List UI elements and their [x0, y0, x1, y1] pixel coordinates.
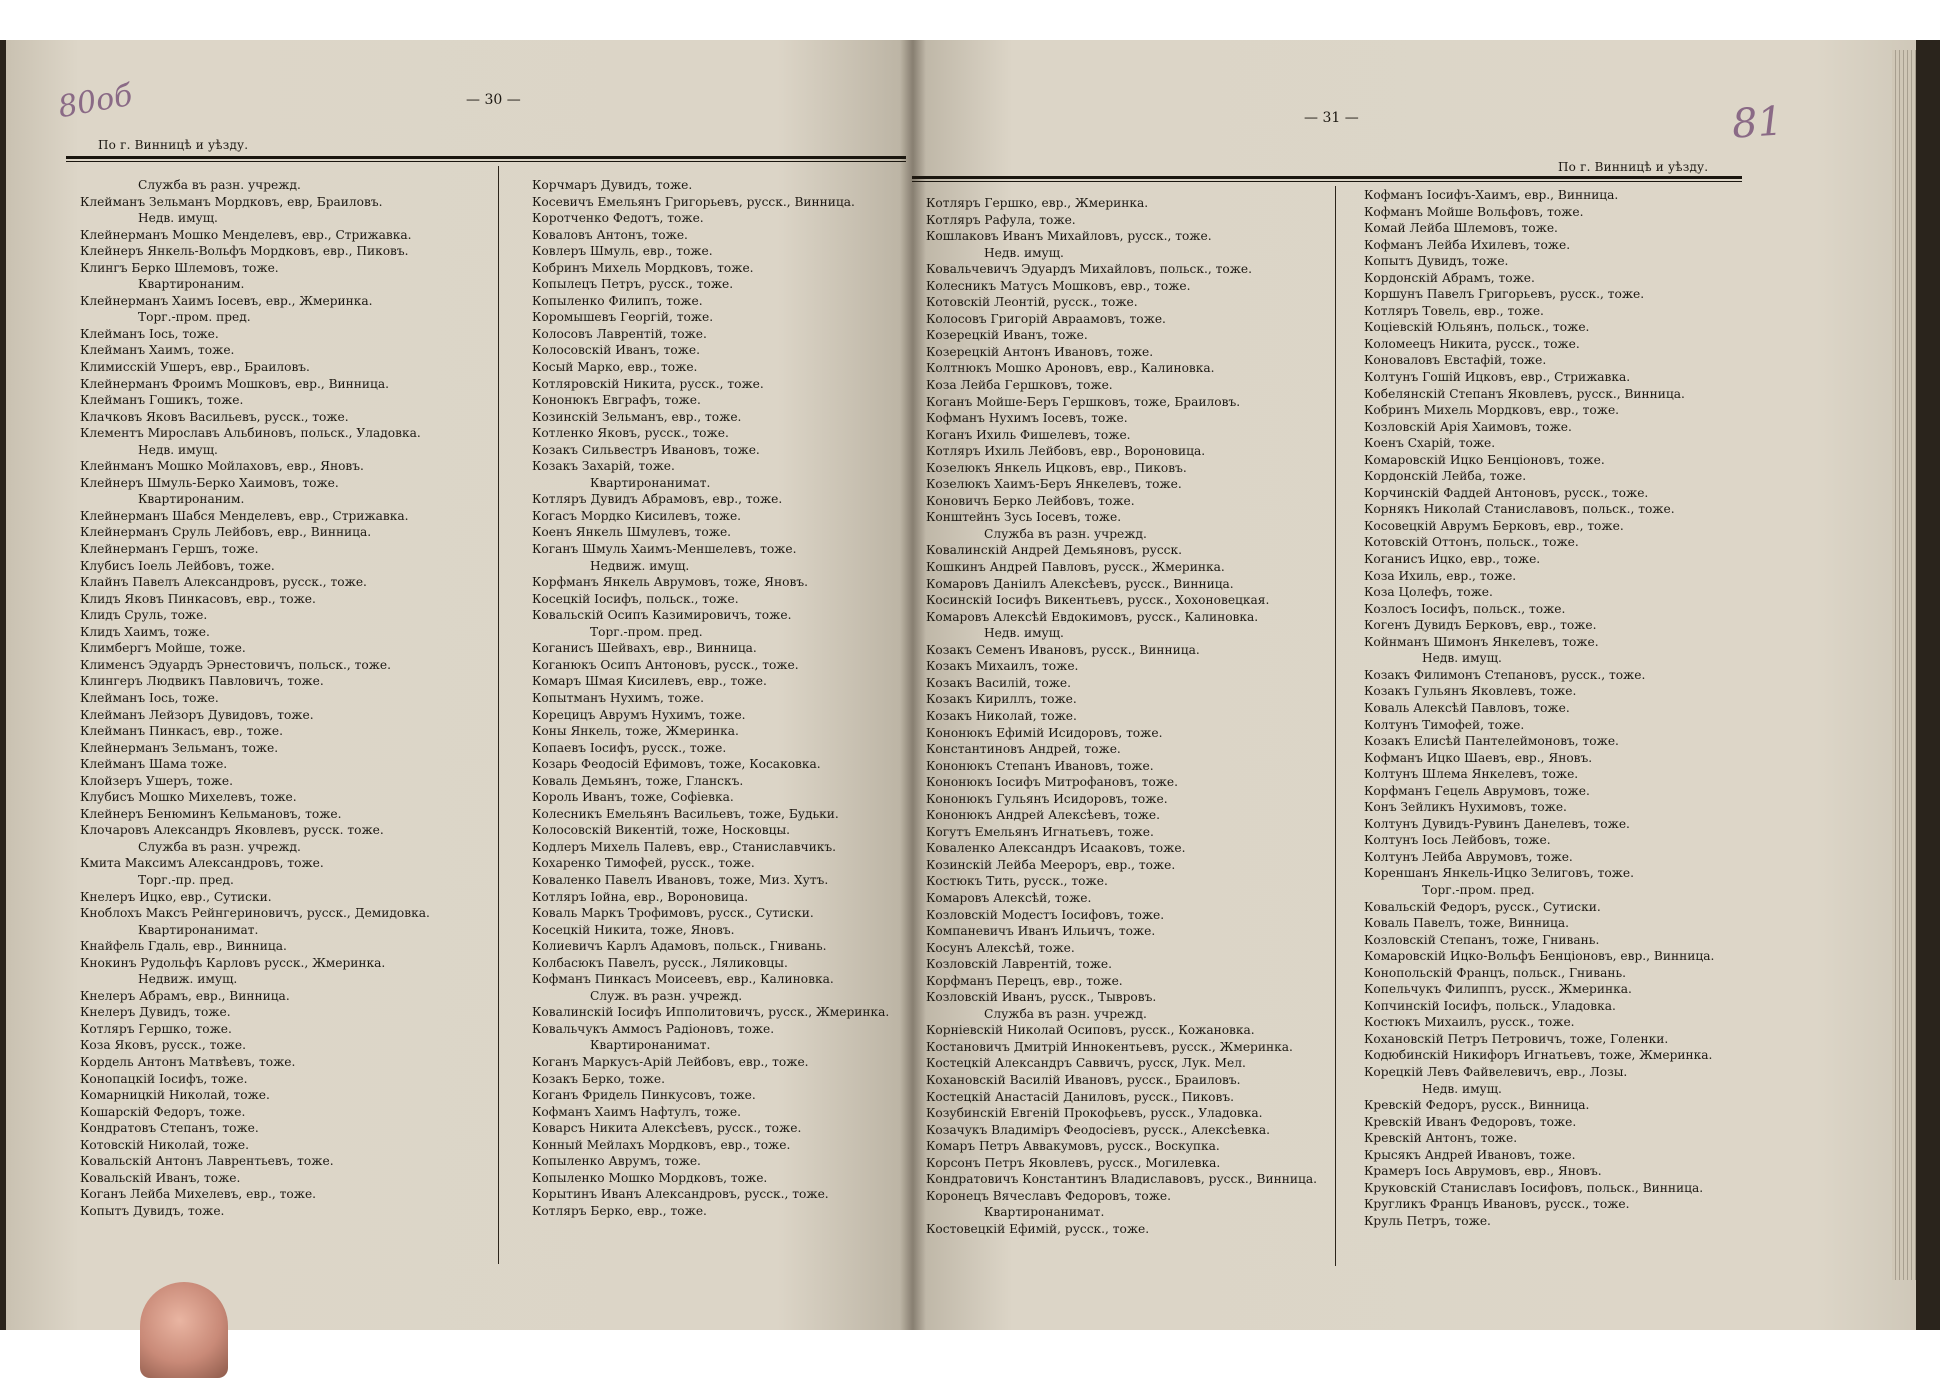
list-entry: Козелюкъ Хаимъ-Беръ Янкелевъ, тоже. [926, 477, 1182, 492]
list-entry: Котленко Яковъ, русск., тоже. [532, 426, 729, 441]
list-entry: Корфманъ Перецъ, евр., тоже. [926, 973, 1123, 988]
list-entry: Комаровскiй Ицко Бенцiоновъ, тоже. [1364, 452, 1605, 467]
list-entry: Коза Лейба Гершковъ, тоже. [926, 378, 1113, 393]
list-entry: Кордонскiй Лейба, тоже. [1364, 469, 1527, 484]
list-entry: Козакъ Филимонъ Степановъ, русск., тоже. [1364, 667, 1646, 682]
list-entry: Коноваловъ Евстафiй, тоже. [1364, 353, 1547, 368]
list-entry: Коганъ Фридель Пинкусовъ, тоже. [532, 1088, 756, 1103]
list-entry: Костановичъ Дмитрiй Иннокентьевъ, русск., Жмеринка. [926, 1039, 1293, 1054]
list-entry: Колтунъ Лейба Аврумовъ, тоже. [1364, 849, 1573, 864]
list-entry: Коганюкъ Осипъ Антоновъ, русск., тоже. [532, 657, 799, 672]
list-entry: Копыленко Филипъ, тоже. [532, 293, 703, 308]
list-entry: Коганъ Лейба Михелевъ, евр., тоже. [80, 1187, 317, 1202]
list-entry: Костовецкiй Ефимiй, русск., тоже. [926, 1221, 1150, 1236]
list-entry: Комаровскiй Ицко-Вольфъ Бенцiоновъ, евр., Винница. [1364, 949, 1715, 964]
section-heading: Недв. имущ. [138, 211, 218, 226]
list-entry: Кононюкъ Степанъ Ивановъ, тоже. [926, 758, 1154, 773]
list-entry: Котовскiй Оттонъ, польск., тоже. [1364, 535, 1579, 550]
section-heading: Недв. имущ. [984, 626, 1064, 641]
list-entry: Конштейнъ Зусь Iосевъ, тоже. [926, 510, 1122, 525]
list-entry: Колтунъ Гошiй Ицковъ, евр., Стрижавка. [1364, 370, 1631, 385]
list-entry: Клейнеръ Бенюминъ Кельмановъ, тоже. [80, 806, 342, 821]
list-entry: Коновичъ Берко Лейбовъ, тоже. [926, 493, 1135, 508]
list-entry: Кофманъ Iосифъ-Хаимъ, евр., Винница. [1364, 188, 1619, 202]
list-entry: Кофманъ Ицко Шаевъ, евр., Яновъ. [1364, 750, 1593, 765]
list-entry: Корчмаръ Дувидъ, тоже. [532, 178, 693, 192]
list-entry: Костюкъ Михаилъ, русск., тоже. [1364, 1015, 1575, 1030]
list-entry: Кмита Максимъ Александровъ, тоже. [80, 856, 324, 871]
list-entry: Коршунъ Павелъ Григорьевъ, русск., тоже. [1364, 287, 1645, 302]
list-entry: Козакъ Семенъ Ивановъ, русск., Винница. [926, 642, 1200, 657]
list-entry: Комаровъ Данiилъ Алексѣевъ, русск., Винница. [926, 576, 1234, 591]
list-entry: Косунъ Алексѣй, тоже. [926, 940, 1075, 955]
list-entry: Комаровъ Алексѣй, тоже. [926, 890, 1092, 905]
list-entry: Ковалинскiй Iосифъ Ипполитовичъ, русск., Жмеринка. [532, 1005, 890, 1020]
list-entry: Клименсъ Эдуардъ Эрнестовичъ, польск., тоже. [80, 657, 391, 672]
section-heading: Недвиж. имущ. [590, 558, 690, 573]
list-entry: Копытманъ Нухимъ, тоже. [532, 690, 704, 705]
list-entry: Копыленко Аврумъ, тоже. [532, 1154, 701, 1169]
list-entry: Кохановскiй Василiй Ивановъ, русск., Браиловъ. [926, 1072, 1241, 1087]
list-entry: Коганъ Маркусъ-Арiй Лейбовъ, евр., тоже. [532, 1054, 809, 1069]
list-entry: Козловскiй Степанъ, тоже, Гнивань. [1364, 932, 1600, 947]
list-entry: Косецкiй Iосифъ, польск., тоже. [532, 591, 739, 606]
list-entry: Копытъ Дувидъ, тоже. [1364, 254, 1509, 269]
list-entry: Ковальскiй Осипъ Казимировичъ, тоже. [532, 608, 792, 623]
list-entry: Козерецкiй Антонъ Ивановъ, тоже. [926, 344, 1154, 359]
list-entry: Кордель Антонъ Матвѣевъ, тоже. [80, 1054, 296, 1069]
book-photograph [0, 40, 1940, 1330]
list-entry: Кошарскiй Федоръ, тоже. [80, 1104, 246, 1119]
list-entry: Клубисъ Iоель Лейбовъ, тоже. [80, 558, 275, 573]
list-entry: Клейманъ Зельманъ Мордковъ, евр, Браиловъ. [80, 194, 383, 209]
list-entry: Константиновъ Андрей, тоже. [926, 742, 1121, 757]
list-entry: Коромышевъ Георгiй, тоже. [532, 310, 714, 325]
list-entry: Корфманъ Янкель Аврумовъ, тоже, Яновъ. [532, 575, 808, 590]
list-entry: Кобринъ Михель Мордковъ, тоже. [532, 260, 754, 275]
list-entry: Коганъ Ихиль Фишелевъ, тоже. [926, 427, 1131, 442]
list-entry: Козлосъ Iосифъ, польск., тоже. [1364, 601, 1566, 616]
list-entry: Кононюкъ Гульянъ Исидоровъ, тоже. [926, 791, 1168, 806]
book-gutter [900, 40, 926, 1330]
list-entry: Конопацкiй Iосифъ, тоже. [80, 1071, 248, 1086]
list-entry: Клейманъ Шама тоже. [80, 757, 228, 772]
list-entry: Коганисъ Шейвахъ, евр., Винница. [532, 641, 757, 656]
list-entry: Клейнманъ Мошко Мойлаховъ, евр., Яновъ. [80, 459, 364, 474]
list-entry: Кобелянскiй Степанъ Яковлевъ, русск., Винница. [1364, 386, 1685, 401]
list-entry: Кофманъ Лейба Ихилевъ, тоже. [1364, 237, 1571, 252]
list-entry: Козубинскiй Евгенiй Прокофьевъ, русск., Уладовка. [926, 1106, 1263, 1121]
list-entry: Коваленко Александръ Исааковъ, тоже. [926, 841, 1186, 856]
list-entry: Козинскiй Зельманъ, евр., тоже. [532, 409, 742, 424]
list-entry: Кнокинъ Рудольфъ Карловъ русск., Жмеринка. [80, 955, 386, 970]
list-entry: Коваленко Павелъ Ивановъ, тоже, Миз. Хутъ. [532, 872, 829, 887]
list-entry: Кнелеръ Абрамъ, евр., Винница. [80, 988, 290, 1003]
list-entry: Клайнъ Павелъ Александровъ, русск., тоже. [80, 575, 367, 590]
section-heading: Торг.-пром. пред. [1422, 882, 1535, 897]
list-entry: Клейнерманъ Хаимъ Iосевъ, евр., Жмеринка. [80, 293, 373, 308]
list-entry: Ковалинскiй Андрей Демьяновъ, русск. [926, 543, 1182, 558]
list-entry: Коза Цолефъ, тоже. [1364, 585, 1493, 600]
list-entry: Кругликъ Францъ Ивановъ, русск., тоже. [1364, 1197, 1630, 1212]
right-column-divider [1335, 186, 1336, 1266]
list-entry: Кононюкъ Андрей Алексѣевъ, тоже. [926, 808, 1161, 823]
list-entry: Кошкинъ Андрей Павловъ, русск., Жмеринка. [926, 560, 1225, 575]
list-entry: Кондратовъ Степанъ, тоже. [80, 1121, 259, 1136]
list-entry: Коваль Маркъ Трофимовъ, русск., Сутиски. [532, 906, 814, 921]
right-running-head: По г. Винницѣ и уѣзду. [1558, 160, 1709, 174]
section-heading: Недв. имущ. [1422, 1081, 1502, 1096]
list-entry: Кноблохъ Максъ Рейнгериновичъ, русск., Демидовка. [80, 906, 430, 921]
list-entry: Коваль Павелъ, тоже, Винница. [1364, 916, 1570, 931]
list-entry: Косевичъ Емельянъ Григорьевъ, русск., Винница. [532, 194, 855, 209]
list-entry: Ковальчукъ Аммосъ Радiоновъ, тоже. [532, 1021, 775, 1036]
list-entry: Козакъ Кириллъ, тоже. [926, 692, 1077, 707]
list-entry: Копаевъ Iосифъ, русск., тоже. [532, 740, 727, 755]
left-page [6, 40, 914, 1330]
list-entry: Коваль Демьянъ, тоже, Гланскъ. [532, 773, 744, 788]
section-heading: Квартиронаним. [138, 277, 245, 292]
list-entry: Кодюбинскiй Никифоръ Игнатьевъ, тоже, Жмеринка. [1364, 1048, 1713, 1063]
list-entry: Клейнерманъ Зельманъ, тоже. [80, 740, 279, 755]
list-entry: Клейнерманъ Шабся Менделевъ, евр., Стрижавка. [80, 508, 409, 523]
list-entry: Ковальчевичъ Эдуардъ Михайловъ, польск., тоже. [926, 262, 1253, 277]
list-entry: Колтунъ Iось Лейбовъ, тоже. [1364, 833, 1551, 848]
list-entry: Кофманъ Мойше Вольфовъ, тоже. [1364, 204, 1584, 219]
list-entry: Коза Яковъ, русск., тоже. [80, 1038, 246, 1053]
list-entry: Клочаровъ Александръ Яковлевъ, русск. тоже. [80, 823, 384, 838]
section-heading: Недв. имущ. [984, 245, 1064, 260]
list-entry: Клингеръ Людвикъ Павловичъ, тоже. [80, 674, 324, 689]
list-entry: Коганъ Мойше-Беръ Гершковъ, тоже, Браиловъ. [926, 394, 1241, 409]
list-entry: Копельчукъ Филиппъ, русск., Жмеринка. [1364, 982, 1632, 997]
list-entry: Конопольскiй Францъ, польск., Гнивань. [1364, 965, 1627, 980]
right-header-rule-thin [912, 181, 1742, 182]
list-entry: Корчинскiй Фаддей Антоновъ, русск., тоже. [1364, 485, 1649, 500]
list-entry: Комаровъ Алексѣй Евдокимовъ, русск., Калиновка. [926, 609, 1259, 624]
list-entry: Костюкъ Тить, русск., тоже. [926, 874, 1108, 889]
section-heading: Недвиж. имущ. [138, 972, 238, 987]
list-entry: Клейманъ Iось, тоже. [80, 690, 219, 705]
list-entry: Кревскiй Федоръ, русск., Винница. [1364, 1098, 1590, 1113]
list-entry: Колесникъ Емельянъ Васильевъ, тоже, Будьки. [532, 806, 839, 821]
list-entry: Коломеецъ Никита, русск., тоже. [1364, 336, 1580, 351]
list-entry: Копыленко Мошко Мордковъ, тоже. [532, 1170, 768, 1185]
list-entry: Колтунъ Шлема Янкелевъ, тоже. [1364, 767, 1579, 782]
list-entry: Колиевичъ Карлъ Адамовъ, польск., Гнивань. [532, 939, 827, 954]
list-entry: Козакъ Михаилъ, тоже. [926, 659, 1079, 674]
list-entry: Козелюкъ Янкель Ицковъ, евр., Пиковъ. [926, 460, 1187, 475]
list-entry: Круковскiй Станиславъ Iосифовъ, польск., Винница. [1364, 1180, 1704, 1195]
list-entry: Кошлаковъ Иванъ Михайловъ, русск., тоже. [926, 229, 1212, 244]
left-column-divider [498, 166, 499, 1264]
list-entry: Клидъ Хаимъ, тоже. [80, 624, 210, 639]
list-entry: Кононюкъ Ефимiй Исидоровъ, тоже. [926, 725, 1163, 740]
left-header-rule [66, 156, 906, 159]
list-entry: Кревскiй Иванъ Федоровъ, тоже. [1364, 1114, 1577, 1129]
list-entry: Козакъ Василiй, тоже. [926, 675, 1071, 690]
list-entry: Козакъ Гульянъ Яковлевъ, тоже. [1364, 684, 1577, 699]
list-entry: Клойзеръ Ушеръ, тоже. [80, 773, 233, 788]
list-entry: Клейнеръ Янкель-Вольфъ Мордковъ, евр., Пиковъ. [80, 244, 409, 259]
thumb [140, 1282, 228, 1378]
list-entry: Кореншанъ Янкель-Ицко Зелиговъ, тоже. [1364, 866, 1634, 881]
list-entry: Косый Марко, евр., тоже. [532, 360, 698, 375]
list-entry: Колосовскiй Иванъ, тоже. [532, 343, 700, 358]
list-entry: Кнайфель Гдаль, евр., Винница. [80, 939, 287, 954]
list-entry: Коганисъ Ицко, евр., тоже. [1364, 552, 1541, 567]
list-entry: Клидъ Сруль, тоже. [80, 608, 208, 623]
list-entry: Комаръ Шмая Кисилевъ, евр., тоже. [532, 674, 767, 689]
list-entry: Конъ Зейликъ Нухимовъ, тоже. [1364, 800, 1567, 815]
list-entry: Козловскiй Модестъ Iосифовъ, тоже. [926, 907, 1165, 922]
list-entry: Коваль Алексѣй Павловъ, тоже. [1364, 700, 1570, 715]
left-header-rule-thin [66, 161, 906, 162]
list-entry: Котляръ Ихиль Лейбовъ, евр., Вороновица. [926, 444, 1206, 459]
list-entry: Клейманъ Лейзоръ Дувидовъ, тоже. [80, 707, 314, 722]
list-entry: Кондратовичъ Константинъ Владиславовъ, русск., Винница. [926, 1172, 1317, 1187]
right-page-number: — 31 — [1304, 110, 1359, 126]
list-entry: Кофманъ Пинкасъ Моисеевъ, евр., Калиновка. [532, 972, 834, 987]
list-entry: Котляръ Гершко, евр., Жмеринка. [926, 196, 1149, 210]
section-heading: Служ. въ разн. учрежд. [590, 988, 743, 1003]
list-entry: Колосовскiй Викентiй, тоже, Носковцы. [532, 823, 791, 838]
list-entry: Круль Петръ, тоже. [1364, 1213, 1491, 1228]
list-entry: Коза Ихиль, евр., тоже. [1364, 568, 1517, 583]
list-entry: Колтунъ Дувидъ-Рувинъ Данелевъ, тоже. [1364, 816, 1630, 831]
page-stack-edge [1892, 50, 1916, 1280]
list-entry: Корсонъ Петръ Яковлевъ, русск., Могилевка. [926, 1155, 1221, 1170]
list-entry: Коронецъ Вячеславъ Федоровъ, тоже. [926, 1188, 1171, 1203]
section-heading: Квартиронанимат. [590, 475, 711, 490]
list-entry: Крысякъ Андрей Ивановъ, тоже. [1364, 1147, 1576, 1162]
list-entry: Ковальскiй Иванъ, тоже. [80, 1170, 241, 1185]
list-entry: Колтунъ Тимофей, тоже. [1364, 717, 1525, 732]
list-entry: Копылецъ Петръ, русск., тоже. [532, 277, 734, 292]
list-entry: Котляръ Рафула, тоже. [926, 212, 1076, 227]
list-entry: Корытинъ Иванъ Александровъ, русск., тоже. [532, 1187, 829, 1202]
list-entry: Климисскiй Ушеръ, евр., Браиловъ. [80, 360, 310, 375]
list-entry: Кнелеръ Дувидъ, тоже. [80, 1005, 231, 1020]
list-entry: Козловскiй Иванъ, русск., Тывровъ. [926, 990, 1157, 1005]
list-entry: Когутъ Емельянъ Игнатьевъ, тоже. [926, 824, 1154, 839]
list-entry: Козакъ Сильвестръ Ивановъ, тоже. [532, 442, 760, 457]
list-entry: Когасъ Мордко Кисилевъ, тоже. [532, 508, 742, 523]
list-entry: Колтнюкъ Мошко Ароновъ, евр., Калиновка. [926, 361, 1215, 376]
list-entry: Ковальскiй Антонъ Лаврентьевъ, тоже. [80, 1154, 334, 1169]
list-entry: Клингъ Берко Шлемовъ, тоже. [80, 260, 279, 275]
list-entry: Корфманъ Гецель Аврумовъ, тоже. [1364, 783, 1590, 798]
list-entry: Коенъ Янкель Шмулевъ, тоже. [532, 525, 732, 540]
list-entry: Кононюкъ Евграфъ, тоже. [532, 393, 701, 408]
list-entry: Клейманъ Пинкасъ, евр., тоже. [80, 724, 283, 739]
section-heading: Торг.-пром. пред. [138, 310, 251, 325]
list-entry: Колесникъ Матусъ Мошковъ, евр., тоже. [926, 278, 1191, 293]
list-entry: Коротченко Федотъ, тоже. [532, 211, 704, 226]
section-heading: Служба въ разн. учрежд. [984, 1006, 1147, 1021]
list-entry: Костецкiй Анастасiй Даниловъ, русск., Пиковъ. [926, 1089, 1234, 1104]
section-heading: Квартиронаним. [138, 492, 245, 507]
list-entry: Котляръ Берко, евр., тоже. [532, 1203, 707, 1218]
list-entry: Копчинскiй Iосифъ, польск., Уладовка. [1364, 998, 1616, 1013]
list-entry: Колосовъ Григорiй Авраамовъ, тоже. [926, 311, 1166, 326]
list-entry: Клачковъ Яковъ Васильевъ, русск., тоже. [80, 409, 349, 424]
list-entry: Коенъ Схарiй, тоже. [1364, 436, 1496, 451]
list-entry: Клейманъ Хаимъ, тоже. [80, 343, 235, 358]
list-entry: Кодлеръ Михель Палевъ, евр., Станиславчикъ. [532, 839, 837, 854]
list-entry: Клубисъ Мошко Михелевъ, тоже. [80, 790, 297, 805]
list-entry: Котовскiй Леонтiй, русск., тоже. [926, 295, 1138, 310]
section-heading: Служба въ разн. учрежд. [138, 839, 301, 854]
list-entry: Клейнерманъ Гершъ, тоже. [80, 542, 259, 557]
section-heading: Квартиронанимат. [138, 922, 259, 937]
section-heading: Квартиронанимат. [984, 1205, 1105, 1220]
left-handwritten-folio: 80об [55, 77, 136, 126]
list-entry: Козакъ Захарiй, тоже. [532, 459, 675, 474]
list-entry: Клейнерманъ Фроимъ Мошковъ, евр., Винница. [80, 376, 390, 391]
list-entry: Козерецкiй Иванъ, тоже. [926, 328, 1088, 343]
list-entry: Коварсъ Никита Алексѣевъ, русск., тоже. [532, 1121, 802, 1136]
left-column-1 [80, 177, 492, 1219]
list-entry: Кофманъ Хаимъ Нафтулъ, тоже. [532, 1104, 741, 1119]
list-entry: Клидъ Яковъ Пинкасовъ, евр., тоже. [80, 591, 316, 606]
right-column-1 [926, 195, 1331, 1237]
section-heading: Недв. имущ. [1422, 651, 1502, 666]
list-entry: Король Иванъ, тоже, Софiевка. [532, 790, 734, 805]
section-heading: Недв. имущ. [138, 442, 218, 457]
left-running-head: По г. Винницѣ и уѣзду. [98, 138, 249, 152]
list-entry: Корецкiй Левъ Файвелевичъ, евр., Лозы. [1364, 1064, 1628, 1079]
list-entry: Комарницкiй Николай, тоже. [80, 1088, 270, 1103]
list-entry: Клейманъ Iось, тоже. [80, 326, 219, 341]
list-entry: Когенъ Дувидъ Берковъ, евр., тоже. [1364, 618, 1597, 633]
list-entry: Клейнерманъ Сруль Лейбовъ, евр., Винница. [80, 525, 372, 540]
list-entry: Кононюкъ Iосифъ Митрофановъ, тоже. [926, 775, 1178, 790]
list-entry: Крамеръ Iось Аврумовъ, евр., Яновъ. [1364, 1164, 1602, 1179]
right-header-rule [912, 176, 1742, 179]
list-entry: Козарь Феодосiй Ефимовъ, тоже, Косаковка. [532, 757, 821, 772]
list-entry: Котляръ Дувидъ Абрамовъ, евр., тоже. [532, 492, 783, 507]
list-entry: Косецкiй Никита, тоже, Яновъ. [532, 922, 735, 937]
list-entry: Колосовъ Лаврентiй, тоже. [532, 326, 707, 341]
list-entry: Козакъ Берко, тоже. [532, 1071, 665, 1086]
list-entry: Козловскiй Лаврентiй, тоже. [926, 957, 1113, 972]
list-entry: Кофманъ Нухимъ Iосевъ, тоже. [926, 411, 1128, 426]
left-column-2 [532, 177, 902, 1219]
section-heading: Служба въ разн. учрежд. [138, 178, 301, 192]
section-heading: Торг.-пр. пред. [138, 872, 234, 887]
list-entry: Козакъ Николай, тоже. [926, 708, 1077, 723]
list-entry: Клементъ Мирославъ Альбиновъ, польск., Уладовка. [80, 426, 421, 441]
list-entry: Кохаренко Тимофей, русск., тоже. [532, 856, 755, 871]
list-entry: Кордонскiй Абрамъ, тоже. [1364, 270, 1535, 285]
list-entry: Коны Янкель, тоже, Жмеринка. [532, 724, 739, 739]
list-entry: Кнелеръ Ицко, евр., Сутиски. [80, 889, 272, 904]
list-entry: Колбасюкъ Павелъ, русск., Ляликовцы. [532, 955, 788, 970]
list-entry: Климбергъ Мойше, тоже. [80, 641, 246, 656]
right-handwritten-folio: 81 [1730, 98, 1785, 148]
list-entry: Комаръ Петръ Аввакумовъ, русск., Воскупка. [926, 1139, 1220, 1154]
list-entry: Козловскiй Арiя Хаимовъ, тоже. [1364, 419, 1572, 434]
list-entry: Клейманъ Гошикъ, тоже. [80, 393, 244, 408]
section-heading: Служба въ разн. учрежд. [984, 526, 1147, 541]
list-entry: Котовскiй Николай, тоже. [80, 1137, 250, 1152]
list-entry: Кохановскiй Петръ Петровичъ, тоже, Голенки. [1364, 1031, 1669, 1046]
list-entry: Косинскiй Iосифъ Викентьевъ, русск., Хохоновецкая. [926, 593, 1270, 608]
list-entry: Кобринъ Михель Мордковъ, евр., тоже. [1364, 403, 1620, 418]
list-entry: Кревскiй Антонъ, тоже. [1364, 1131, 1518, 1146]
list-entry: Корнякъ Николай Станиславовъ, польск., тоже. [1364, 502, 1675, 517]
list-entry: Комай Лейба Шлемовъ, тоже. [1364, 221, 1558, 236]
list-entry: Коцiевскiй Юльянъ, польск., тоже. [1364, 320, 1590, 335]
list-entry: Косовецкiй Аврумъ Берковъ, евр., тоже. [1364, 518, 1624, 533]
left-page-number: — 30 — [466, 92, 521, 108]
right-column-2 [1364, 187, 1754, 1229]
list-entry: Коваловъ Антонъ, тоже. [532, 227, 688, 242]
list-entry: Корнiевскiй Николай Осиповъ, русск., Кожановка. [926, 1023, 1255, 1038]
list-entry: Ковальскiй Федоръ, русск., Сутиски. [1364, 899, 1601, 914]
list-entry: Котляровскiй Никита, русск., тоже. [532, 376, 764, 391]
list-entry: Ковлеръ Шмуль, евр., тоже. [532, 244, 713, 259]
list-entry: Клейнерманъ Мошко Менделевъ, евр., Стрижавка. [80, 227, 412, 242]
section-heading: Торг.-пром. пред. [590, 624, 703, 639]
list-entry: Козакъ Елисѣй Пантелеймоновъ, тоже. [1364, 734, 1619, 749]
right-page [912, 40, 1916, 1330]
list-entry: Копытъ Дувидъ, тоже. [80, 1203, 225, 1218]
list-entry: Клейнеръ Шмуль-Берко Хаимовъ, тоже. [80, 475, 339, 490]
section-heading: Квартиронанимат. [590, 1038, 711, 1053]
list-entry: Козачукъ Владимiръ Феодосiевъ, русск., Алексѣевка. [926, 1122, 1271, 1137]
list-entry: Коганъ Шмуль Хаимъ-Меншелевъ, тоже. [532, 542, 797, 557]
list-entry: Котляръ Товель, евр., тоже. [1364, 303, 1544, 318]
list-entry: Койнманъ Шимонъ Янкелевъ, тоже. [1364, 634, 1599, 649]
list-entry: Котляръ Iойна, евр., Вороновица. [532, 889, 749, 904]
list-entry: Корецицъ Аврумъ Нухимъ, тоже. [532, 707, 746, 722]
list-entry: Конный Мейлахъ Мордковъ, евр., тоже. [532, 1137, 791, 1152]
list-entry: Козинскiй Лейба Меероръ, евр., тоже. [926, 857, 1176, 872]
list-entry: Котляръ Гершко, тоже. [80, 1021, 232, 1036]
list-entry: Компаневичъ Иванъ Ильичъ, тоже. [926, 924, 1156, 939]
list-entry: Костецкiй Александръ Саввичъ, русск, Лук. Мел. [926, 1056, 1246, 1071]
